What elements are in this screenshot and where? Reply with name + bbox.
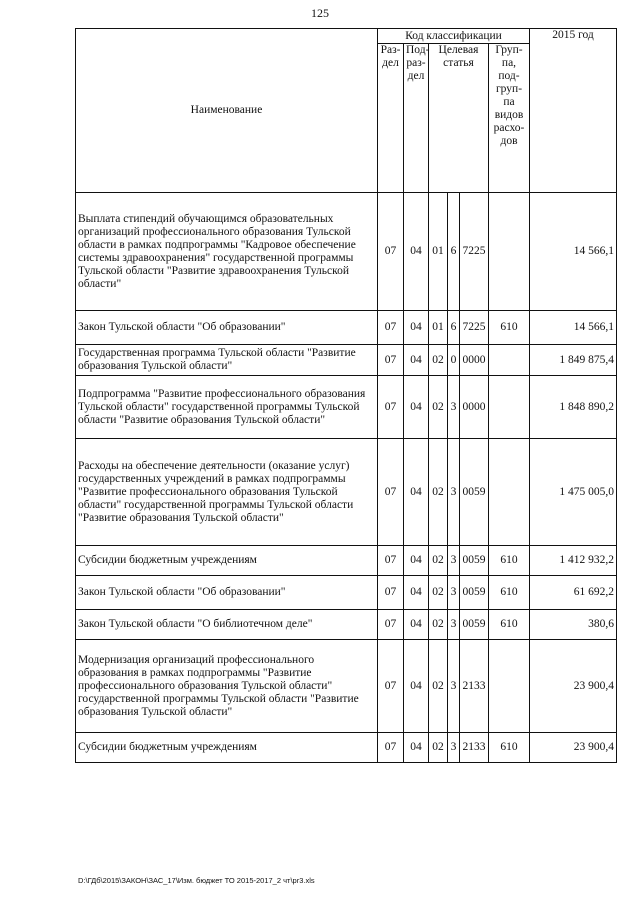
row-target-program: 02 bbox=[429, 546, 448, 576]
row-target-program: 02 bbox=[429, 640, 448, 733]
row-target-program: 01 bbox=[429, 311, 448, 345]
row-section: 07 bbox=[378, 345, 404, 376]
row-subsection: 04 bbox=[404, 345, 429, 376]
row-target-direction: 2133 bbox=[460, 640, 489, 733]
row-section: 07 bbox=[378, 376, 404, 439]
row-target-subprogram: 3 bbox=[448, 546, 460, 576]
table-row bbox=[76, 193, 617, 311]
header-name: Наименование bbox=[76, 29, 378, 193]
row-target-program: 02 bbox=[429, 376, 448, 439]
row-target-program: 02 bbox=[429, 439, 448, 546]
row-target-direction: 7225 bbox=[460, 311, 489, 345]
table-row bbox=[76, 610, 617, 640]
row-section: 07 bbox=[378, 733, 404, 763]
row-expense-type: 610 bbox=[489, 576, 530, 610]
row-subsection: 04 bbox=[404, 733, 429, 763]
row-section: 07 bbox=[378, 546, 404, 576]
row-expense-type: 610 bbox=[489, 546, 530, 576]
row-name: Выплата стипендий обучающимся образовательных организаций профессионального образования Тульской области в рамках подпрограммы "Кадровое обеспечение системы здравоохранения" государственной программы Тульской области "Развитие здравоохранения Тульской области" bbox=[76, 193, 378, 311]
budget-table bbox=[75, 28, 617, 763]
row-name: Государственная программа Тульской области "Развитие образования Тульской области" bbox=[76, 345, 378, 376]
row-subsection: 04 bbox=[404, 439, 429, 546]
row-subsection: 04 bbox=[404, 640, 429, 733]
table-row bbox=[76, 640, 617, 733]
row-target-subprogram: 3 bbox=[448, 576, 460, 610]
row-section: 07 bbox=[378, 640, 404, 733]
row-target-direction: 0059 bbox=[460, 576, 489, 610]
header-group: Груп- па, под- груп- па видов расхо- дов bbox=[489, 44, 530, 193]
row-name: Закон Тульской области "Об образовании" bbox=[76, 311, 378, 345]
header-section: Раз- дел bbox=[378, 44, 404, 193]
row-expense-type bbox=[489, 376, 530, 439]
row-name: Субсидии бюджетным учреждениям bbox=[76, 733, 378, 763]
footer-file-path: D:\ГДб\2015\ЗАКОН\ЗАС_17\Изм. бюджет ТО 2015-2017_2 чт\pr3.xls bbox=[78, 876, 315, 885]
row-expense-type bbox=[489, 345, 530, 376]
table-row bbox=[76, 546, 617, 576]
row-subsection: 04 bbox=[404, 576, 429, 610]
row-expense-type bbox=[489, 640, 530, 733]
row-target-program: 02 bbox=[429, 576, 448, 610]
row-target-subprogram: 6 bbox=[448, 311, 460, 345]
row-target-subprogram: 3 bbox=[448, 439, 460, 546]
row-target-program: 02 bbox=[429, 345, 448, 376]
table-row bbox=[76, 733, 617, 763]
row-subsection: 04 bbox=[404, 311, 429, 345]
row-name: Подпрограмма "Развитие профессионального образования Тульской области" государственной программы Тульской области "Развитие образования Тульской области" bbox=[76, 376, 378, 439]
row-expense-type: 610 bbox=[489, 311, 530, 345]
row-name: Субсидии бюджетным учреждениям bbox=[76, 546, 378, 576]
row-subsection: 04 bbox=[404, 376, 429, 439]
row-name: Закон Тульской области "Об образовании" bbox=[76, 576, 378, 610]
row-amount: 61 692,2 bbox=[530, 576, 617, 610]
row-target-direction: 2133 bbox=[460, 733, 489, 763]
row-expense-type bbox=[489, 193, 530, 311]
row-amount: 23 900,4 bbox=[530, 733, 617, 763]
page-number: 125 bbox=[311, 6, 329, 20]
row-target-program: 02 bbox=[429, 610, 448, 640]
row-amount: 380,6 bbox=[530, 610, 617, 640]
row-amount: 14 566,1 bbox=[530, 193, 617, 311]
table-row bbox=[76, 439, 617, 546]
row-section: 07 bbox=[378, 576, 404, 610]
row-subsection: 04 bbox=[404, 546, 429, 576]
row-name: Расходы на обеспечение деятельности (оказание услуг) государственных учреждений в рамках подпрограммы "Развитие профессионального образования Тульской области" государственной программы Тульской области "Развитие образования Тульской области" bbox=[76, 439, 378, 546]
header-target-article: Целевая статья bbox=[429, 44, 489, 193]
table-row bbox=[76, 311, 617, 345]
row-target-direction: 0059 bbox=[460, 546, 489, 576]
row-expense-type: 610 bbox=[489, 610, 530, 640]
header-subsection: Под- раз- дел bbox=[404, 44, 429, 193]
row-target-direction: 0059 bbox=[460, 439, 489, 546]
header-year: 2015 год bbox=[530, 29, 617, 193]
row-target-direction: 7225 bbox=[460, 193, 489, 311]
row-section: 07 bbox=[378, 439, 404, 546]
row-target-direction: 0059 bbox=[460, 610, 489, 640]
row-expense-type bbox=[489, 439, 530, 546]
row-expense-type: 610 bbox=[489, 733, 530, 763]
row-subsection: 04 bbox=[404, 610, 429, 640]
row-target-subprogram: 3 bbox=[448, 640, 460, 733]
row-amount: 1 475 005,0 bbox=[530, 439, 617, 546]
row-amount: 1 848 890,2 bbox=[530, 376, 617, 439]
row-name: Модернизация организаций профессионального образования в рамках подпрограммы "Развитие профессионального образования Тульской области" государственной программы Тульской области "Развитие образования Тульской области" bbox=[76, 640, 378, 733]
row-section: 07 bbox=[378, 193, 404, 311]
row-target-program: 01 bbox=[429, 193, 448, 311]
header-classification: Код классификации bbox=[378, 29, 530, 44]
row-amount: 23 900,4 bbox=[530, 640, 617, 733]
row-name: Закон Тульской области "О библиотечном деле" bbox=[76, 610, 378, 640]
table-row bbox=[76, 345, 617, 376]
row-target-subprogram: 0 bbox=[448, 345, 460, 376]
row-target-subprogram: 6 bbox=[448, 193, 460, 311]
row-amount: 1 412 932,2 bbox=[530, 546, 617, 576]
row-section: 07 bbox=[378, 610, 404, 640]
row-subsection: 04 bbox=[404, 193, 429, 311]
table-row bbox=[76, 376, 617, 439]
row-target-subprogram: 3 bbox=[448, 376, 460, 439]
row-amount: 1 849 875,4 bbox=[530, 345, 617, 376]
row-section: 07 bbox=[378, 311, 404, 345]
row-target-direction: 0000 bbox=[460, 345, 489, 376]
table-row bbox=[76, 576, 617, 610]
row-target-subprogram: 3 bbox=[448, 733, 460, 763]
row-amount: 14 566,1 bbox=[530, 311, 617, 345]
row-target-subprogram: 3 bbox=[448, 610, 460, 640]
row-target-program: 02 bbox=[429, 733, 448, 763]
row-target-direction: 0000 bbox=[460, 376, 489, 439]
